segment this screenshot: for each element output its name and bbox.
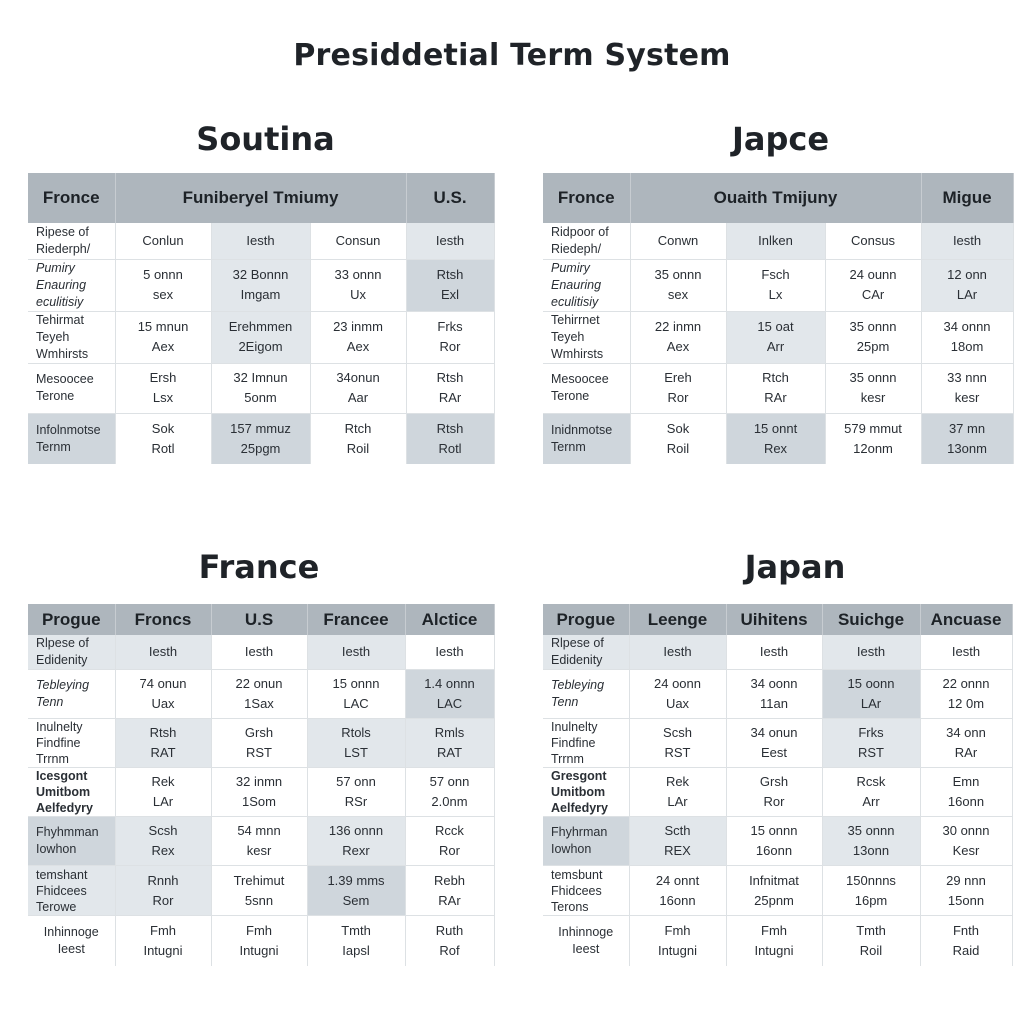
table-cell: 24 onnt 16onn — [629, 866, 726, 916]
table-cell: Rebh RAr — [405, 866, 494, 916]
table-cell: Iesth — [920, 635, 1012, 670]
row-label: Mesoocee Terone — [543, 363, 630, 413]
table-cell: Consun — [310, 223, 406, 259]
column-header: U.S — [211, 604, 307, 635]
table-cell: 22 onnn 12 0m — [920, 670, 1012, 719]
table-cell: 15 onnn LAC — [307, 670, 405, 719]
section-title-france: France — [198, 548, 320, 586]
table-cell: Erehmmen 2Eigom — [211, 311, 310, 363]
table-cell: 15 oat Arr — [726, 311, 825, 363]
row-label: Inulnelty Findfine Trrnm — [28, 719, 115, 768]
table-cell: Grsh Ror — [726, 768, 822, 817]
table-cell: Rtsh Rotl — [406, 413, 494, 464]
table-cell: Iesth — [822, 635, 920, 670]
column-header: Funiberyel Tmiumy — [115, 173, 406, 223]
table-cell: 57 onn 2.0nm — [405, 768, 494, 817]
table-cell: 35 onnn sex — [630, 259, 726, 311]
table-cell: Iesth — [726, 635, 822, 670]
table-cell: 24 oonn Uax — [629, 670, 726, 719]
table-cell: Tmth Roil — [822, 916, 920, 966]
row-label: Infolnmotse Ternm — [28, 413, 115, 464]
table-cell: Iesth — [406, 223, 494, 259]
table-cell: 1.39 mms Sem — [307, 866, 405, 916]
column-header: Francee — [307, 604, 405, 635]
table-cell: Iesth — [211, 635, 307, 670]
column-header: Ouaith Tmijuny — [630, 173, 921, 223]
table-cell: 32 inmn 1Som — [211, 768, 307, 817]
column-header: U.S. — [406, 173, 494, 223]
row-label: temshant Fhidcees Terowe — [28, 866, 115, 916]
table-cell: Sok Rotl — [115, 413, 211, 464]
table-cell: 34 oonn 11an — [726, 670, 822, 719]
row-label: Inhinnoge Ieest — [28, 916, 115, 966]
table-cell: Scth REX — [629, 817, 726, 866]
row-label: Gresgont Umitbom Aelfedyry — [543, 768, 629, 817]
section-title-japce: Japce — [731, 120, 830, 158]
row-label: Fhyhmman Iowhon — [28, 817, 115, 866]
row-label: Ripese of Riederph/ — [28, 223, 115, 259]
row-label: Inulnelty Findfine Trrnm — [543, 719, 629, 768]
table-cell: 22 onun 1Sax — [211, 670, 307, 719]
table-cell: Grsh RST — [211, 719, 307, 768]
table-cell: Iesth — [921, 223, 1013, 259]
table-cell: 74 onun Uax — [115, 670, 211, 719]
table-cell: Frks Ror — [406, 311, 494, 363]
table-cell: Conlun — [115, 223, 211, 259]
row-label: Icesgont Umitbom Aelfedyry — [28, 768, 115, 817]
row-label: Tehirmat Teyeh Wmhirsts — [28, 311, 115, 363]
column-header: Uihitens — [726, 604, 822, 635]
table-cell: Trehimut 5snn — [211, 866, 307, 916]
table-cell: Iesth — [115, 635, 211, 670]
table-cell: Conwn — [630, 223, 726, 259]
table-cell: Consus — [825, 223, 921, 259]
row-label: Rlpese of Edidenity — [28, 635, 115, 670]
table-cell: Iesth — [211, 223, 310, 259]
page-title: Presiddetial Term System — [293, 38, 731, 73]
comparison-table-france — [28, 604, 495, 966]
table-cell: 32 Imnun 5onm — [211, 363, 310, 413]
table-cell: Ersh Lsx — [115, 363, 211, 413]
table-cell: 23 inmm Aex — [310, 311, 406, 363]
table-cell: Rek LAr — [629, 768, 726, 817]
table-cell: Inlken — [726, 223, 825, 259]
row-label: Tebleying Tenn — [543, 670, 629, 719]
column-header: Fronce — [28, 173, 115, 223]
table-cell: Sok Roil — [630, 413, 726, 464]
section-title-soutina: Soutina — [196, 120, 335, 158]
table-cell: 22 inmn Aex — [630, 311, 726, 363]
table-cell: Fnth Raid — [920, 916, 1012, 966]
table-cell: 150nnns 16pm — [822, 866, 920, 916]
row-label: Rlpese of Edidenity — [543, 635, 629, 670]
row-label: Fhyhrman Iowhon — [543, 817, 629, 866]
table-cell: 136 onnn Rexr — [307, 817, 405, 866]
table-cell: Rtsh RAT — [115, 719, 211, 768]
table-cell: Scsh Rex — [115, 817, 211, 866]
table-cell: 34 onn RAr — [920, 719, 1012, 768]
table-cell: 32 Bonnn Imgam — [211, 259, 310, 311]
row-label: Tebleying Tenn — [28, 670, 115, 719]
table-cell: Rmls RAT — [405, 719, 494, 768]
column-header: Alctice — [405, 604, 494, 635]
table-cell: Iesth — [405, 635, 494, 670]
table-cell: Frks RST — [822, 719, 920, 768]
row-label: Ridpoor of Riedeph/ — [543, 223, 630, 259]
table-cell: Rek LAr — [115, 768, 211, 817]
table-cell: Fmh Intugni — [726, 916, 822, 966]
column-header: Migue — [921, 173, 1013, 223]
table-cell: 15 oonn LAr — [822, 670, 920, 719]
table-cell: Rtsh Exl — [406, 259, 494, 311]
column-header: Fronce — [543, 173, 630, 223]
table-cell: Infnitmat 25pnm — [726, 866, 822, 916]
table-cell: Rcsk Arr — [822, 768, 920, 817]
table-cell: Rtsh RAr — [406, 363, 494, 413]
table-cell: 54 mnn kesr — [211, 817, 307, 866]
comparison-table-soutina — [28, 173, 495, 464]
table-cell: 157 mmuz 25pgm — [211, 413, 310, 464]
column-header: Froncs — [115, 604, 211, 635]
table-cell: 37 mn 13onm — [921, 413, 1013, 464]
table-cell: 34 onnn 18om — [921, 311, 1013, 363]
table-cell: 15 onnt Rex — [726, 413, 825, 464]
table-cell: Fmh Intugni — [629, 916, 726, 966]
table-cell: Fmh Intugni — [115, 916, 211, 966]
comparison-table-japan — [543, 604, 1013, 966]
table-cell: Rnnh Ror — [115, 866, 211, 916]
table-cell: Fmh Intugni — [211, 916, 307, 966]
table-cell: Rtch Roil — [310, 413, 406, 464]
table-cell: Emn 16onn — [920, 768, 1012, 817]
row-label: Pumiry Enauring eculitisiy — [543, 259, 630, 311]
table-cell: 15 mnun Aex — [115, 311, 211, 363]
table-cell: Scsh RST — [629, 719, 726, 768]
table-cell: 33 nnn kesr — [921, 363, 1013, 413]
column-header: Progue — [543, 604, 629, 635]
table-cell: Rtch RAr — [726, 363, 825, 413]
table-cell: 5 onnn sex — [115, 259, 211, 311]
table-cell: Fsch Lx — [726, 259, 825, 311]
table-cell: 33 onnn Ux — [310, 259, 406, 311]
table-cell: 30 onnn Kesr — [920, 817, 1012, 866]
table-cell: 34 onun Eest — [726, 719, 822, 768]
row-label: Inhinnoge Ieest — [543, 916, 629, 966]
table-cell: Ruth Rof — [405, 916, 494, 966]
table-cell: 35 onnn 13onn — [822, 817, 920, 866]
row-label: Mesoocee Terone — [28, 363, 115, 413]
table-cell: 24 ounn CAr — [825, 259, 921, 311]
section-title-japan: Japan — [744, 548, 846, 586]
table-cell: 34onun Aar — [310, 363, 406, 413]
row-label: Pumiry Enauring eculitisiy — [28, 259, 115, 311]
table-cell: 57 onn RSr — [307, 768, 405, 817]
table-cell: 35 onnn kesr — [825, 363, 921, 413]
row-label: Tehirrnet Teyeh Wmhirsts — [543, 311, 630, 363]
table-cell: Tmth Iapsl — [307, 916, 405, 966]
table-cell: Iesth — [629, 635, 726, 670]
table-cell: Rtols LST — [307, 719, 405, 768]
table-cell: 1.4 onnn LAC — [405, 670, 494, 719]
table-cell: 35 onnn 25pm — [825, 311, 921, 363]
column-header: Suichge — [822, 604, 920, 635]
column-header: Progue — [28, 604, 115, 635]
column-header: Leenge — [629, 604, 726, 635]
table-cell: 29 nnn 15onn — [920, 866, 1012, 916]
column-header: Ancuase — [920, 604, 1012, 635]
comparison-table-japce — [543, 173, 1014, 464]
table-cell: 579 mmut 12onm — [825, 413, 921, 464]
table-cell: Iesth — [307, 635, 405, 670]
table-cell: Rcck Ror — [405, 817, 494, 866]
table-cell: 15 onnn 16onn — [726, 817, 822, 866]
row-label: temsbunt Fhidcees Terons — [543, 866, 629, 916]
table-cell: Ereh Ror — [630, 363, 726, 413]
row-label: Inidnmotse Ternm — [543, 413, 630, 464]
table-cell: 12 onn LAr — [921, 259, 1013, 311]
